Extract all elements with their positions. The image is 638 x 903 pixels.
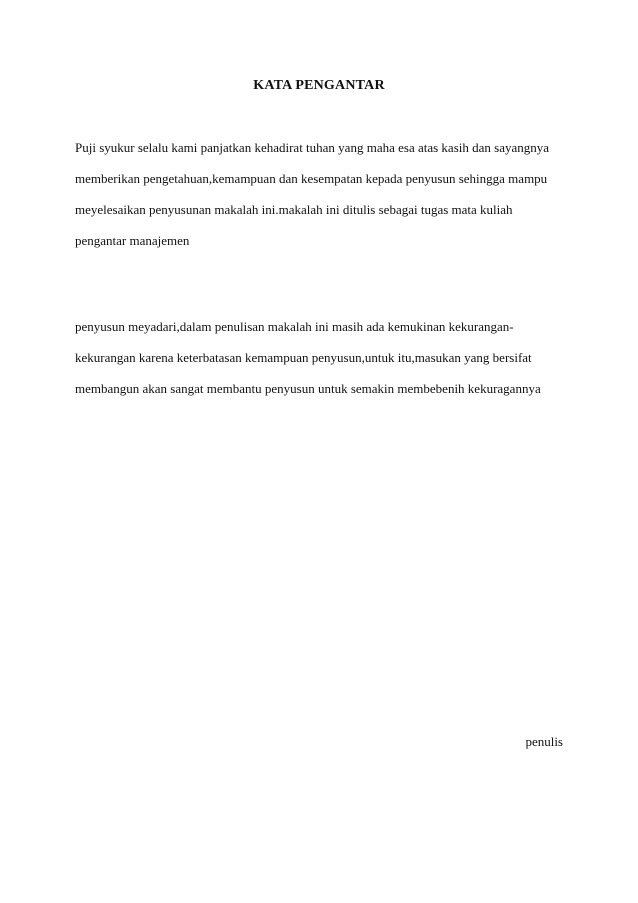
paragraph-limitations <box>75 311 575 404</box>
paragraph-line: pengantar manajemen <box>75 233 190 248</box>
paragraph-line: memberikan pengetahuan,kemampuan dan kesempatan kepada penyusun sehingga mampu <box>75 171 548 186</box>
author-signature: penulis <box>525 734 563 749</box>
document-title: KATA PENGANTAR <box>253 78 385 93</box>
paragraph-line: kekurangan karena keterbatasan kemampuan penyusun,untuk itu,masukan yang bersifat <box>75 350 532 365</box>
paragraph-line: membangun akan sangat membantu penyusun untuk semakin membebenih kekuragannya <box>75 381 541 396</box>
paragraph-line: Puji syukur selalu kami panjatkan kehadirat tuhan yang maha esa atas kasih dan sayangnya <box>75 140 549 155</box>
paragraph-line: penyusun meyadari,dalam penulisan makalah ini masih ada kemukinan kekurangan- <box>75 319 514 334</box>
paragraph-line: meyelesaikan penyusunan makalah ini.makalah ini ditulis sebagai tugas mata kuliah <box>75 202 513 217</box>
paragraph-acknowledgement <box>75 132 575 256</box>
